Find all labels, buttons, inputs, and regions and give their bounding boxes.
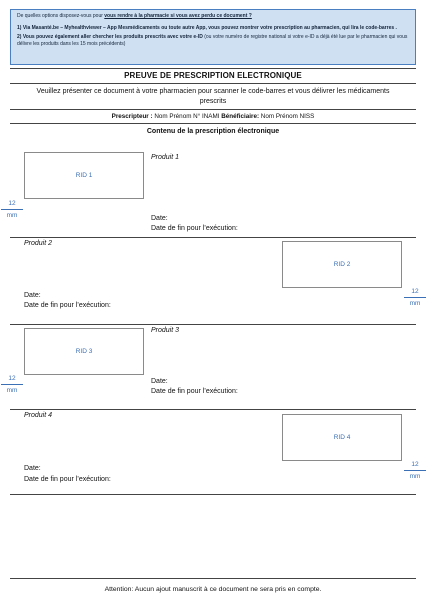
product-3-label: Produit 3 — [151, 327, 180, 334]
divider-intro — [10, 109, 416, 110]
info-option-2 — [17, 34, 409, 47]
product-2-label: Produit 2 — [24, 240, 53, 247]
product-3-date: Date: — [151, 378, 168, 385]
divider-product-2 — [10, 324, 416, 325]
beneficiary-value: Nom Prénom NISS — [259, 113, 315, 120]
info-question-underlined: vous rendre à la pharmacie si vous avez perdu ce document ? — [104, 13, 252, 19]
product-4-date: Date: — [24, 465, 41, 472]
product-1-end-date: Date de fin pour l’exécution: — [151, 225, 238, 232]
product-3-end-date: Date de fin pour l’exécution: — [151, 388, 238, 395]
product-1-label: Produit 1 — [151, 154, 180, 161]
margin-marker-4 — [404, 460, 426, 481]
margin-marker-1-unit: mm — [6, 212, 18, 219]
prescriber-label: Prescripteur : — [111, 113, 153, 120]
margin-marker-2-value: 12 — [411, 288, 419, 295]
margin-marker-2 — [404, 287, 426, 308]
margin-marker-4-unit: mm — [409, 473, 421, 480]
product-4-end-date: Date de fin pour l’exécution: — [24, 476, 111, 483]
margin-marker-3-unit: mm — [6, 387, 18, 394]
info-option-1 — [17, 25, 409, 32]
divider-title — [10, 83, 416, 84]
document-title: PREUVE DE PRESCRIPTION ELECTRONIQUE — [124, 71, 302, 80]
rid-barcode-1: RID 1 — [24, 152, 144, 199]
product-1-date: Date: — [151, 215, 168, 222]
prescriber-value: Nom Prénom N° INAMI — [152, 113, 222, 120]
divider-product-4 — [10, 494, 416, 495]
rid-barcode-4: RID 4 — [282, 414, 402, 461]
margin-marker-2-unit: mm — [409, 300, 421, 307]
divider-product-1 — [10, 237, 416, 238]
rid-barcode-3: RID 3 — [24, 328, 144, 375]
margin-marker-3 — [1, 374, 23, 395]
beneficiary-label: Bénéficiaire: — [221, 113, 260, 120]
product-2-date: Date: — [24, 292, 41, 299]
info-question-prefix: De quelles options disposez-vous pour — [17, 13, 105, 19]
divider-people — [10, 123, 416, 124]
info-option-2-bold: 2) Vous pouvez également aller chercher les produits prescrits avec votre e-ID — [17, 34, 203, 41]
document-intro: Veuillez présenter ce document à votre pharmacien pour scanner le code-barres et vous délivrer les médicaments prescrits — [36, 88, 390, 105]
info-option-2-rest: (ou votre numéro de registre national si votre e-ID a déjà été lue par le pharmacien qui vous délivre les produits dans les 15 mois précédents) — [17, 34, 408, 47]
info-option-1-text: 1) Via Masanté.be – Myhealthviewer – App Mesmédicaments ou toute autre App, vous pouvez montrer votre prescription au pharmacien, qui lira le code-barres . — [17, 24, 397, 31]
margin-marker-4-value: 12 — [411, 461, 419, 468]
footer-warning: Attention: Aucun ajout manuscrit à ce document ne sera pris en compte. — [104, 586, 322, 593]
margin-marker-3-bar — [1, 384, 23, 385]
divider-product-3 — [10, 409, 416, 410]
margin-marker-2-bar — [404, 297, 426, 298]
divider-top — [10, 68, 416, 69]
divider-footer — [10, 578, 416, 579]
info-box — [10, 9, 416, 65]
content-title: Contenu de la prescription électronique — [146, 128, 280, 135]
rid-barcode-2: RID 2 — [282, 241, 402, 288]
product-4-label: Produit 4 — [24, 412, 53, 419]
info-question — [17, 13, 409, 20]
product-2-end-date: Date de fin pour l’exécution: — [24, 302, 111, 309]
margin-marker-4-bar — [404, 470, 426, 471]
margin-marker-3-value: 12 — [8, 375, 16, 382]
margin-marker-1 — [1, 199, 23, 220]
margin-marker-1-value: 12 — [8, 200, 16, 207]
prescriber-beneficiary-line — [10, 113, 416, 120]
margin-marker-1-bar — [1, 209, 23, 210]
